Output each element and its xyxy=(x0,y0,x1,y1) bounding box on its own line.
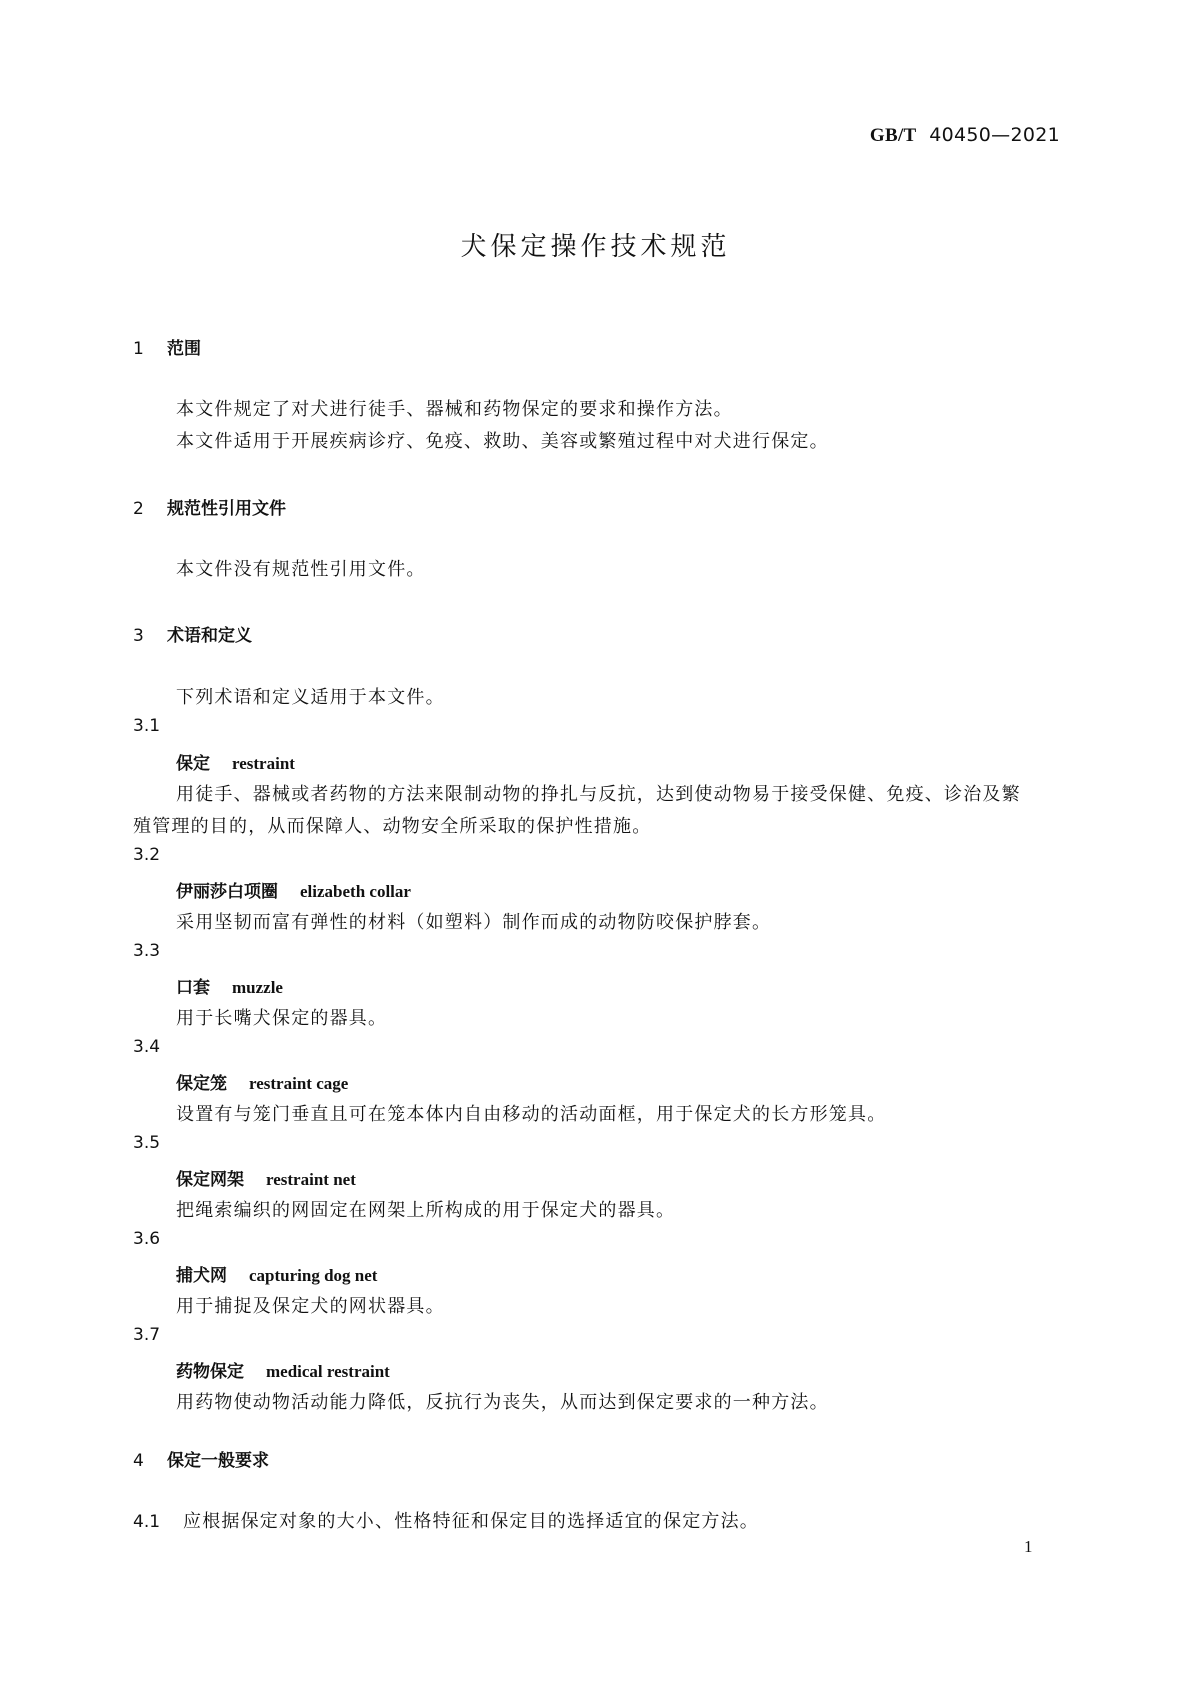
term-number: 3.6 xyxy=(133,1229,161,1249)
page-number: 1 xyxy=(1024,1537,1033,1556)
section-title: 规范性引用文件 xyxy=(167,499,286,519)
term-entry xyxy=(176,1069,348,1094)
term-definition: 把绳索编织的网固定在网架上所构成的用于保定犬的器具。 xyxy=(176,1200,676,1221)
clause-text: 应根据保定对象的大小、性格特征和保定目的选择适宜的保定方法。 xyxy=(183,1511,759,1532)
term-zh: 捕犬网 xyxy=(176,1266,227,1286)
section-number: 4 xyxy=(133,1451,144,1471)
standard-code xyxy=(870,124,1060,147)
term-number: 3.2 xyxy=(133,845,161,865)
term-en: restraint cage xyxy=(249,1074,349,1093)
section-number: 2 xyxy=(133,499,144,519)
section-title: 术语和定义 xyxy=(167,626,252,646)
term-zh: 保定笼 xyxy=(176,1074,227,1094)
document-title: 犬保定操作技术规范 xyxy=(460,232,731,262)
section-heading-2 xyxy=(133,494,286,519)
term-entry xyxy=(176,1165,356,1190)
section-heading-1 xyxy=(133,334,201,359)
term-zh: 药物保定 xyxy=(176,1362,244,1382)
term-definition-continued: 殖管理的目的，从而保障人、动物安全所采取的保护性措施。 xyxy=(133,816,652,837)
paragraph: 本文件没有规范性引用文件。 xyxy=(176,559,426,580)
term-en: elizabeth collar xyxy=(300,882,411,901)
paragraph: 本文件适用于开展疾病诊疗、免疫、救助、美容或繁殖过程中对犬进行保定。 xyxy=(176,431,829,452)
section-heading-3 xyxy=(133,621,252,646)
term-definition: 用于长嘴犬保定的器具。 xyxy=(176,1008,388,1029)
term-en: muzzle xyxy=(232,978,283,997)
term-entry xyxy=(176,973,283,998)
paragraph: 下列术语和定义适用于本文件。 xyxy=(176,687,445,708)
term-definition: 用药物使动物活动能力降低，反抗行为丧失，从而达到保定要求的一种方法。 xyxy=(176,1392,829,1413)
term-number: 3.5 xyxy=(133,1133,161,1153)
standard-prefix: GB/T xyxy=(869,125,917,146)
section-heading-4 xyxy=(133,1446,269,1471)
term-zh: 保定 xyxy=(176,754,210,774)
term-en: medical restraint xyxy=(266,1362,390,1381)
section-number: 1 xyxy=(133,339,144,359)
term-en: restraint xyxy=(232,754,295,773)
term-zh: 口套 xyxy=(176,978,210,998)
term-number: 3.3 xyxy=(133,941,161,961)
term-zh: 保定网架 xyxy=(176,1170,244,1190)
term-definition: 采用坚韧而富有弹性的材料（如塑料）制作而成的动物防咬保护脖套。 xyxy=(176,912,772,933)
clause-number: 4.1 xyxy=(133,1512,161,1532)
section-number: 3 xyxy=(133,626,144,646)
term-en: capturing dog net xyxy=(249,1266,378,1285)
clause-item xyxy=(133,1507,759,1533)
term-entry xyxy=(176,749,295,774)
section-title: 范围 xyxy=(167,339,201,359)
term-entry xyxy=(176,1261,377,1286)
paragraph: 本文件规定了对犬进行徒手、器械和药物保定的要求和操作方法。 xyxy=(176,399,733,420)
term-entry xyxy=(176,1357,390,1382)
term-definition: 用于捕捉及保定犬的网状器具。 xyxy=(176,1296,445,1317)
term-number: 3.7 xyxy=(133,1325,161,1345)
section-title: 保定一般要求 xyxy=(167,1451,269,1471)
term-definition: 用徒手、器械或者药物的方法来限制动物的挣扎与反抗，达到使动物易于接受保健、免疫、诊治及繁 xyxy=(176,784,1021,805)
term-zh: 伊丽莎白项圈 xyxy=(176,882,278,902)
term-number: 3.4 xyxy=(133,1037,161,1057)
standard-number: 40450—2021 xyxy=(929,124,1060,146)
term-entry xyxy=(176,877,411,902)
term-number: 3.1 xyxy=(133,716,161,736)
term-en: restraint net xyxy=(266,1170,356,1189)
term-definition: 设置有与笼门垂直且可在笼本体内自由移动的活动面框，用于保定犬的长方形笼具。 xyxy=(176,1104,887,1125)
